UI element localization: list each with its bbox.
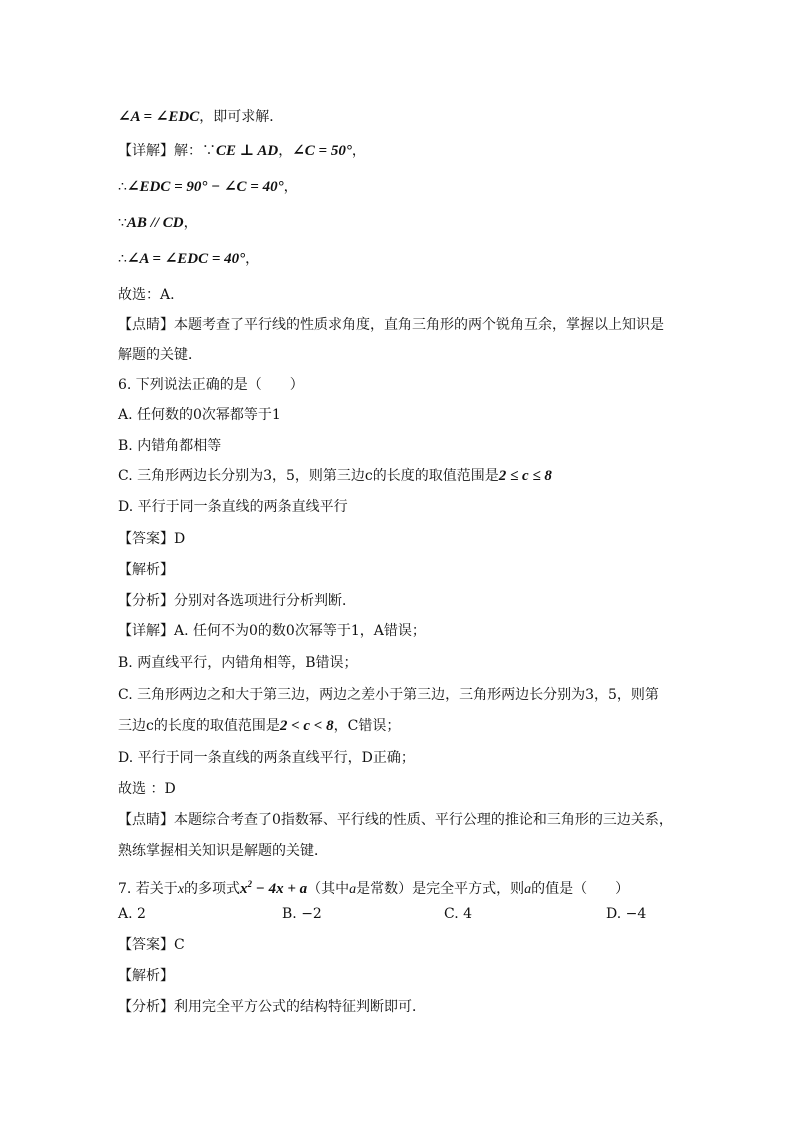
- question-6-option-a: A. 任何数的0次幂都等于1: [118, 407, 281, 423]
- math-expression: AB // CD: [126, 215, 184, 231]
- question-7-option-b: B. −2: [282, 906, 322, 922]
- math-expression: $x^2 - 4x + a$: [240, 879, 308, 897]
- line-conclusion: ∠A = ∠EDC，即可求解．: [118, 109, 284, 125]
- question-7-analysis-heading: 【解析】: [118, 968, 174, 984]
- math-expression: 2 < c < 8: [279, 718, 334, 734]
- question-6-option-d: D. 平行于同一条直线的两条直线平行: [118, 499, 348, 515]
- question-7-option-c: C. 4: [444, 906, 473, 922]
- line-remark: 【点睛】本题考查了平行线的性质求角度，直角三角形的两个锐角互余，掌握以上知识是: [118, 317, 664, 333]
- question-7-title: 7. 若关于x的多项式$x^2 - 4x + a$（其中a是常数）是完全平方式，则a的值是（ ）: [118, 879, 630, 897]
- question-6-title: 6. 下列说法正确的是（ ）: [118, 377, 304, 393]
- math-expression: ∠A = ∠EDC = 40°: [126, 251, 246, 267]
- question-6-remark: 【点睛】本题综合考查了0指数幂、平行线的性质、平行公理的推论和三角形的三边关系，: [118, 812, 673, 828]
- question-7-option-a: A. 2: [118, 906, 146, 922]
- question-7-analysis: 【分析】利用完全平方公式的结构特征判断即可．: [118, 999, 426, 1015]
- math-expression: ∠EDC = 90° − ∠C = 40°: [126, 179, 284, 195]
- question-6-analysis: 【分析】分别对各选项进行分析判断．: [118, 593, 356, 609]
- math-expression: 2 ≤ c ≤ 8: [498, 468, 552, 484]
- question-6-answer: 【答案】D: [118, 531, 186, 547]
- question-7-option-d: D. −4: [606, 906, 647, 922]
- line-detail-start: 【详解】解：∵CE ⊥ AD，∠C = 50°，: [118, 143, 366, 159]
- question-6-detail-a: 【详解】A. 任何不为0的数0次幂等于1，A错误；: [118, 623, 426, 639]
- question-6-detail-c2: 三边c的长度的取值范围是2 < c < 8，C错误；: [118, 718, 401, 734]
- question-6-choose: 故选 ：D: [118, 781, 176, 797]
- math-expression: ∠A = ∠EDC: [118, 109, 200, 125]
- question-6-detail-d: D. 平行于同一条直线的两条直线平行，D正确；: [118, 750, 415, 766]
- line-step-3: ∴∠A = ∠EDC = 40°，: [118, 251, 260, 267]
- line-step-1: ∴∠EDC = 90° − ∠C = 40°，: [118, 179, 298, 195]
- section-tag: 【分析】: [118, 999, 174, 1015]
- question-6-option-c: C. 三角形两边长分别为3，5，则第三边c的长度的取值范围是2 ≤ c ≤ 8: [118, 468, 552, 484]
- math-expression: CE ⊥ AD: [216, 143, 279, 159]
- section-tag: 【点睛】: [118, 317, 174, 333]
- question-6-detail-b: B. 两直线平行，内错角相等，B错误；: [118, 655, 358, 671]
- math-expression: ∠C = 50°: [292, 143, 352, 159]
- line-choose: 故选：A.: [118, 287, 175, 303]
- section-tag: 【详解】: [118, 623, 174, 639]
- section-tag: 【点睛】: [118, 812, 174, 828]
- section-tag: 【详解】: [118, 143, 174, 159]
- question-6-analysis-heading: 【解析】: [118, 562, 174, 578]
- line-remark-end: 解题的关键．: [118, 347, 202, 363]
- section-tag: 【分析】: [118, 593, 174, 609]
- question-6-option-b: B. 内错角都相等: [118, 438, 222, 454]
- question-6-detail-c1: C. 三角形两边之和大于第三边，两边之差小于第三边，三角形两边长分别为3，5，则第: [118, 687, 659, 703]
- line-step-2: ∵AB // CD，: [118, 215, 198, 231]
- question-7-answer: 【答案】C: [118, 937, 185, 953]
- question-6-remark-end: 熟练掌握相关知识是解题的关键．: [118, 843, 328, 859]
